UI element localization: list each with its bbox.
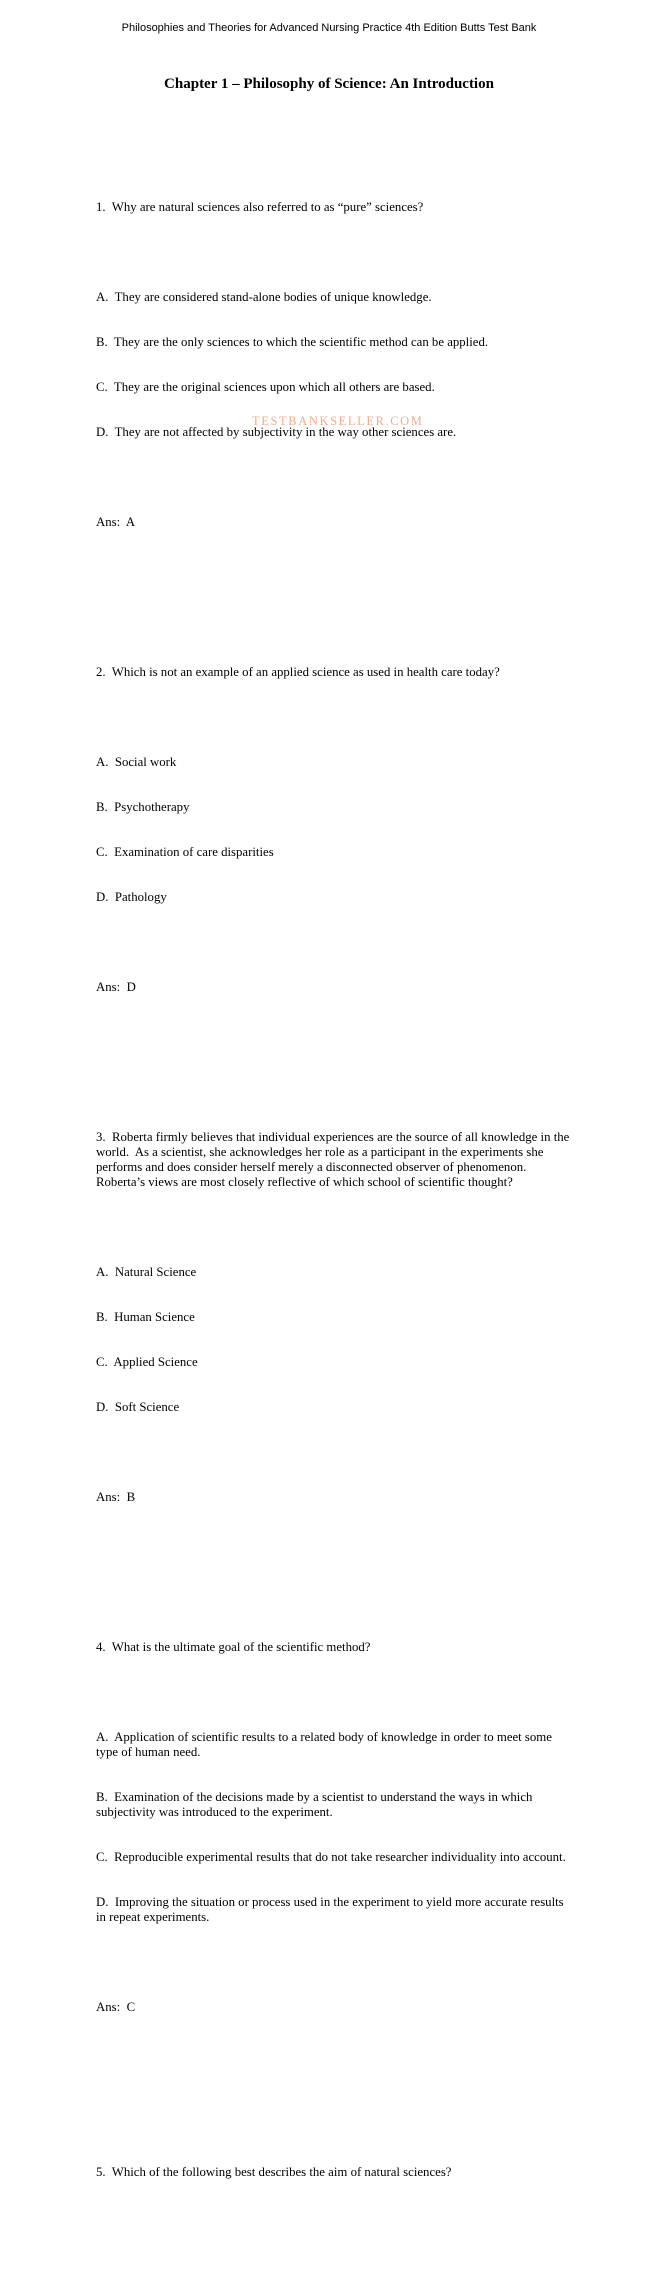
option-line: C. They are the original sciences upon which all others are based. xyxy=(96,380,435,394)
question-1 xyxy=(96,170,596,575)
chapter-title: Chapter 1 – Philosophy of Science: An Introduction xyxy=(164,76,494,92)
option-line: B. Examination of the decisions made by a scientist to understand the ways in which subjectivity was introduced to the experiment. xyxy=(96,1790,533,1819)
option-line: A. Natural Science xyxy=(96,1265,197,1279)
option-line: B. Psychotherapy xyxy=(96,800,190,814)
question-text: 2. Which is not an example of an applied science as used in health care today? xyxy=(96,665,500,679)
question-3 xyxy=(96,1100,596,1550)
option-line: D. Soft Science xyxy=(96,1400,180,1414)
question-text: 1. Why are natural sciences also referred to as “pure” sciences? xyxy=(96,200,424,214)
option-line: C. Applied Science xyxy=(96,1355,198,1369)
answer-line: Ans: A xyxy=(96,515,136,529)
question-options xyxy=(96,725,596,935)
question-5 xyxy=(96,2135,596,2225)
option-line: B. They are the only sciences to which the scientific method can be applied. xyxy=(96,335,489,349)
option-line: A. They are considered stand-alone bodies of unique knowledge. xyxy=(96,290,432,304)
question-options xyxy=(96,260,596,470)
option-line: A. Application of scientific results to a related body of knowledge in order to meet some type of human need. xyxy=(96,1730,552,1759)
question-options xyxy=(96,1700,596,1955)
watermark-text: TESTBANKSELLER.COM xyxy=(252,414,424,428)
answer-line: Ans: B xyxy=(96,1490,136,1504)
option-line: A. Social work xyxy=(96,755,177,769)
questions-content xyxy=(96,110,596,2270)
answer-line: Ans: D xyxy=(96,980,136,994)
question-text: 3. Roberta firmly believes that individual experiences are the source of all knowledge in the world. As a scientist, she acknowledges her role as a participant in the experiments she performs and does consider herself merely a disconnected observer of phenomenon. Roberta’s views are most closely reflective of which school of scientific thought? xyxy=(96,1130,570,1189)
question-options xyxy=(96,1235,596,1445)
question-2 xyxy=(96,635,596,1040)
answer-line: Ans: C xyxy=(96,2000,136,2014)
option-line: C. Reproducible experimental results that do not take researcher individuality into account. xyxy=(96,1850,566,1864)
question-text: 4. What is the ultimate goal of the scientific method? xyxy=(96,1640,371,1654)
option-line: B. Human Science xyxy=(96,1310,195,1324)
option-line: D. Pathology xyxy=(96,890,167,904)
document-header: Philosophies and Theories for Advanced Nursing Practice 4th Edition Butts Test Bank xyxy=(121,22,537,34)
question-text: 5. Which of the following best describes the aim of natural sciences? xyxy=(96,2165,452,2179)
option-line: C. Examination of care disparities xyxy=(96,845,274,859)
option-line: D. They are not affected by subjectivity in the way other sciences are. xyxy=(96,425,457,439)
question-4 xyxy=(96,1610,596,2075)
option-line: D. Improving the situation or process used in the experiment to yield more accurate results in repeat experiments. xyxy=(96,1895,564,1924)
